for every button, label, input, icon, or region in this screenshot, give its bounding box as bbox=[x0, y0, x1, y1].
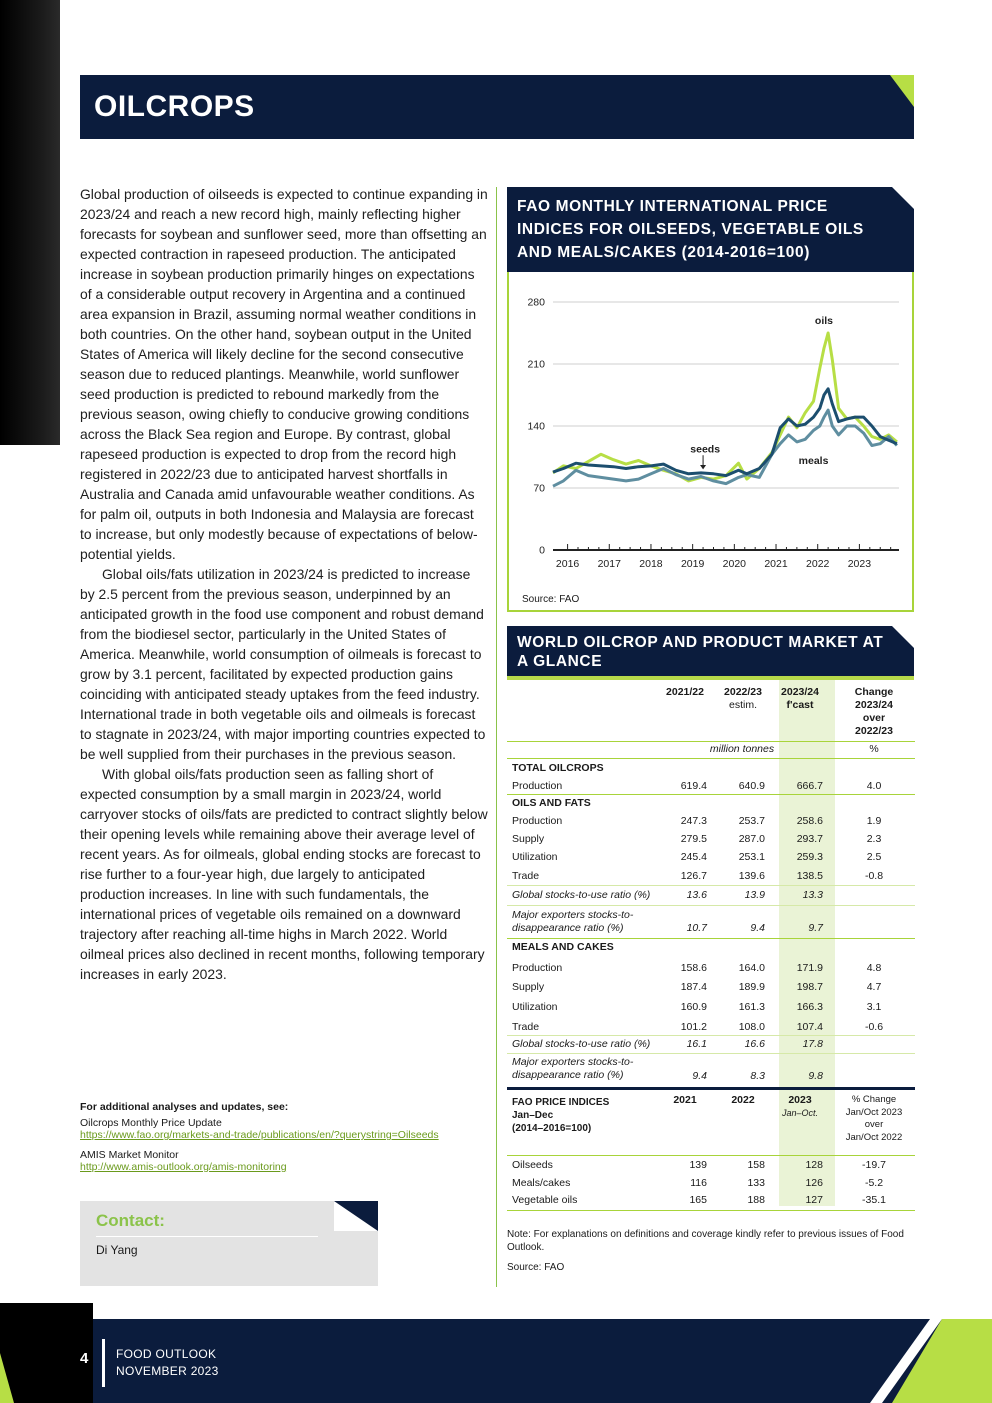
table-row: Production 247.3 253.7 258.6 1.9 bbox=[512, 815, 882, 827]
reference-1-link[interactable]: https://www.fao.org/markets-and-trade/publications/en/?querystring=Oilseeds bbox=[80, 1129, 439, 1141]
contact-divider bbox=[96, 1236, 318, 1237]
table-title-bar bbox=[507, 626, 914, 676]
contact-name: Di Yang bbox=[96, 1243, 138, 1257]
table-row: Global stocks-to-use ratio (%) 16.1 16.6 17.8 bbox=[512, 1038, 823, 1050]
price-header-row: FAO PRICE INDICES Jan–Dec (2014–2016=100) 2021 2022 2023 Jan–Oct. % Change Jan/Oct 2023 over Jan/Oct 2022 bbox=[512, 1094, 903, 1143]
column-divider bbox=[496, 187, 497, 1287]
x-tick-label: 2022 bbox=[806, 558, 830, 570]
table-note: Note: For explanations on definitions and coverage kindly refer to previous issues of Food Outlook. bbox=[507, 1229, 904, 1253]
page-title: OILCROPS bbox=[94, 90, 255, 123]
divider bbox=[507, 905, 915, 906]
table-row: Utilization 245.4 253.1 259.3 2.5 bbox=[512, 851, 882, 863]
chart-source: Source: FAO bbox=[522, 594, 580, 605]
table-row: Meals/cakes 116 133 126 -5.2 bbox=[512, 1177, 884, 1189]
series-label-oils: oils bbox=[814, 315, 834, 328]
table-row: Production 619.4 640.9 666.7 4.0 bbox=[512, 780, 882, 792]
y-tick-label: 70 bbox=[533, 482, 545, 495]
y-tick-label: 280 bbox=[527, 296, 545, 309]
table-row: Major exporters stocks-to- disappearance ratio (%) 9.4 8.3 9.8 bbox=[512, 1056, 823, 1082]
pct-label: % bbox=[869, 743, 879, 755]
price-index-chart bbox=[507, 272, 914, 592]
x-tick-label: 2016 bbox=[555, 558, 580, 570]
x-tick-label: 2020 bbox=[722, 558, 747, 570]
publication-date: NOVEMBER 2023 bbox=[116, 1364, 219, 1378]
x-tick-label: 2018 bbox=[639, 558, 663, 570]
paragraph-3: With global oils/fats production seen as falling short of expected consumption by a small margin in 2023/24, world carryover stocks of oils/fats are predicted to contract slightly below their opening levels while remaining above their average level of recent years. As for oilmeals, global ending stocks are forecast to rise further to a four-year high, due largely to anticipated production increases. In line with such fundamentals, the international prices of vegetable oils remained on a downward trajectory after reaching all-time highs in March 2022. World oilmeal prices also declined in recent months, following temporary increases in early 2023. bbox=[80, 766, 488, 982]
footer-divider bbox=[102, 1339, 105, 1387]
table-row: Major exporters stocks-to- disappearance ratio (%) 10.7 9.4 9.7 bbox=[512, 909, 823, 934]
series-line-oils bbox=[553, 333, 897, 481]
header-col-1: 2021/22 bbox=[666, 686, 704, 698]
publication-title: FOOD OUTLOOK bbox=[116, 1347, 217, 1361]
references bbox=[80, 1101, 490, 1181]
table-row: Trade 101.2 108.0 107.4 -0.6 bbox=[512, 1021, 884, 1033]
divider bbox=[507, 1087, 915, 1090]
table-title: WORLD OILCROP AND PRODUCT MARKET AT A GLANCE bbox=[517, 634, 884, 670]
y-tick-label: 140 bbox=[527, 420, 545, 433]
section-meals-and-cakes: MEALS AND CAKES bbox=[512, 941, 614, 953]
table-row: Utilization 160.9 161.3 166.3 3.1 bbox=[512, 1001, 882, 1013]
corner-triangle-icon bbox=[892, 626, 914, 648]
reference-2-link[interactable]: http://www.amis-outlook.org/amis-monitoring bbox=[80, 1161, 287, 1173]
table-top-rule bbox=[507, 676, 914, 680]
y-tick-label: 210 bbox=[527, 358, 545, 371]
divider bbox=[507, 758, 915, 759]
references-heading: For additional analyses and updates, see: bbox=[80, 1101, 289, 1113]
series-label-meals: meals bbox=[798, 455, 829, 468]
table-header-row bbox=[507, 684, 915, 740]
seeds-pointer-arrow-icon bbox=[700, 465, 706, 469]
series-label-seeds: seeds bbox=[690, 443, 721, 456]
header-col-3: 2023/24 f'cast bbox=[781, 686, 819, 711]
table-row: Vegetable oils 165 188 127 -35.1 bbox=[512, 1194, 886, 1206]
page-number: 4 bbox=[80, 1350, 89, 1367]
header-col-2: 2022/23 estim. bbox=[724, 686, 762, 711]
table-row: Oilseeds 139 158 128 -19.7 bbox=[512, 1159, 886, 1171]
chart-title: FAO MONTHLY INTERNATIONAL PRICE INDICES FOR OILSEEDS, VEGETABLE OILS AND MEALS/CAKES (2014-2016=100) bbox=[517, 198, 864, 261]
divider bbox=[507, 1210, 915, 1211]
divider bbox=[507, 885, 915, 886]
y-tick-label: 0 bbox=[539, 544, 545, 557]
divider bbox=[507, 1155, 915, 1156]
table-row: Global stocks-to-use ratio (%) 13.6 13.9 13.3 bbox=[512, 889, 823, 901]
section-title-bar bbox=[80, 75, 914, 139]
corner-triangle-icon bbox=[890, 75, 914, 107]
units-row bbox=[507, 741, 915, 759]
reference-2-name: AMIS Market Monitor bbox=[80, 1148, 179, 1161]
x-tick-label: 2017 bbox=[597, 558, 621, 570]
contact-label: Contact: bbox=[96, 1211, 165, 1230]
series-line-seeds bbox=[553, 389, 897, 476]
table-row: Production 158.6 164.0 171.9 4.8 bbox=[512, 962, 882, 974]
x-tick-label: 2021 bbox=[764, 558, 788, 570]
table-row: Supply 279.5 287.0 293.7 2.3 bbox=[512, 833, 882, 845]
contact-box bbox=[80, 1201, 378, 1286]
paragraph-1: Global production of oilseeds is expected to continue expanding in 2023/24 and reach a new record high, mainly reflecting higher forecasts for soybean and sunflower seed, more than offsetting an expected contraction in rapeseed production. The anticipated increase in soybean production primarily hinges on expectations of a considerable output recovery in Argentina and a continued area expansion in Brazil, assuming normal weather conditions in both countries. On the other hand, soybean output in the United States of America will likely decline for the second consecutive season due to reduced plantings. Meanwhile, world sunflower seed production is predicted to rebound markedly from the previous season, owing chiefly to conducive growing conditions across the Black Sea region and Europe. By contrast, global rapeseed production is expected to drop from the record high registered in 2022/23 due to anticipated harvest shortfalls in Australia and Canada amid unfavourable weather conditions. As for palm oil, outputs in both Indonesia and Malaysia are forecast to increase, but only modestly because of expectations of below-potential yields. bbox=[80, 186, 488, 562]
paragraph-2: Global oils/fats utilization in 2023/24 is predicted to increase by 2.5 percent from the previous season, underpinned by an anticipated growth in the food use component and robust demand from the biodiesel sector, particularly in the United States of America. Meanwhile, world consumption of oilmeals is forecast to grow by 3.1 percent, facilitated by expected production gains coinciding with anticipated steady uptakes from the feed industry. International trade in both vegetable oils and oilmeals is forecast to stagnate in 2023/24, with major importing countries expected to be well supplied from their purchases in the previous season. bbox=[80, 566, 486, 762]
corner-triangle-icon bbox=[892, 187, 914, 209]
table-source: Source: FAO bbox=[507, 1262, 565, 1273]
table-row: Trade 126.7 139.6 138.5 -0.8 bbox=[512, 870, 884, 882]
section-total-oilcrops: TOTAL OILCROPS bbox=[512, 762, 604, 774]
header-col-4: Change 2023/24 over 2022/23 bbox=[854, 686, 894, 737]
chart-title-bar bbox=[507, 187, 914, 272]
units-label: million tonnes bbox=[709, 743, 775, 755]
section-oils-and-fats: OILS AND FATS bbox=[512, 797, 591, 809]
corner-triangle-icon bbox=[334, 1201, 378, 1231]
reference-1-name: Oilcrops Monthly Price Update bbox=[80, 1116, 222, 1129]
body-text bbox=[80, 184, 488, 984]
x-tick-label: 2019 bbox=[680, 558, 705, 570]
decorative-side-strip bbox=[0, 0, 60, 445]
table-row: Supply 187.4 189.9 198.7 4.7 bbox=[512, 981, 882, 993]
x-tick-label: 2023 bbox=[847, 558, 872, 570]
